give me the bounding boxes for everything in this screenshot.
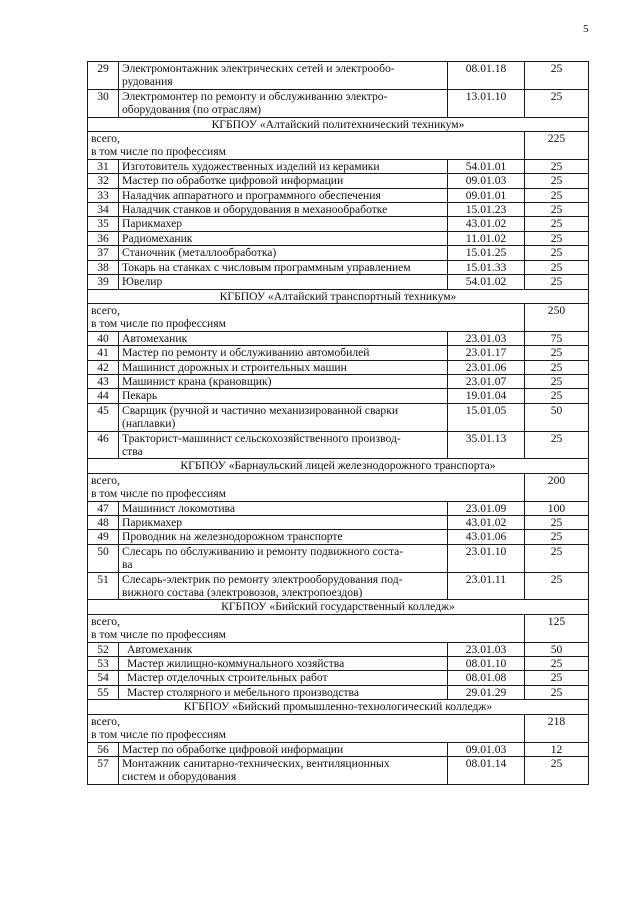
enrollment-count: 25 xyxy=(525,671,589,685)
profession-code: 54.01.02 xyxy=(448,275,525,289)
enrollment-count: 25 xyxy=(525,275,589,289)
total-label: всего, в том числе по профессиям xyxy=(88,303,525,331)
profession-code: 29.01.29 xyxy=(448,685,525,699)
profession-code: 11.01.02 xyxy=(448,231,525,245)
profession-code: 15.01.25 xyxy=(448,246,525,260)
table-row xyxy=(88,671,589,685)
total-count: 225 xyxy=(525,132,589,160)
profession-code: 19.01.04 xyxy=(448,389,525,403)
row-number: 51 xyxy=(88,572,119,600)
table-row xyxy=(88,62,589,90)
profession-code: 08.01.08 xyxy=(448,671,525,685)
page-number: 5 xyxy=(583,23,589,35)
profession-code: 13.01.10 xyxy=(448,89,525,117)
total-row xyxy=(88,132,589,160)
profession-name: Электромонтер по ремонту и обслуживанию электро- оборудования (по отраслям) xyxy=(119,89,448,117)
row-number: 33 xyxy=(88,188,119,202)
profession-code: 23.01.09 xyxy=(448,501,525,515)
row-number: 55 xyxy=(88,685,119,699)
enrollment-count: 25 xyxy=(525,260,589,274)
total-label: всего, в том числе по профессиям xyxy=(88,614,525,642)
organization-header-row xyxy=(88,700,589,714)
row-number: 38 xyxy=(88,260,119,274)
enrollment-count: 25 xyxy=(525,246,589,260)
enrollment-count: 25 xyxy=(525,530,589,544)
row-number: 39 xyxy=(88,275,119,289)
row-number: 41 xyxy=(88,346,119,360)
enrollment-count: 25 xyxy=(525,657,589,671)
table-row xyxy=(88,203,589,217)
total-label: всего, в том числе по профессиям xyxy=(88,714,525,742)
enrollment-count: 25 xyxy=(525,516,589,530)
table-row xyxy=(88,501,589,515)
row-number: 34 xyxy=(88,203,119,217)
table-row xyxy=(88,275,589,289)
enrollment-count: 25 xyxy=(525,431,589,459)
row-number: 36 xyxy=(88,231,119,245)
profession-name: Пекарь xyxy=(119,389,448,403)
profession-code: 15.01.23 xyxy=(448,203,525,217)
total-row xyxy=(88,473,589,501)
table-row xyxy=(88,331,589,345)
enrollment-count: 25 xyxy=(525,174,589,188)
row-number: 45 xyxy=(88,403,119,431)
enrollment-count: 25 xyxy=(525,374,589,388)
profession-code: 15.01.33 xyxy=(448,260,525,274)
row-number: 31 xyxy=(88,159,119,173)
total-count: 125 xyxy=(525,614,589,642)
enrollment-count: 25 xyxy=(525,389,589,403)
table-row xyxy=(88,360,589,374)
profession-code: 54.01.01 xyxy=(448,159,525,173)
table-row xyxy=(88,756,589,784)
total-label: всего, в том числе по профессиям xyxy=(88,473,525,501)
profession-name: Наладчик аппаратного и программного обеспечения xyxy=(119,188,448,202)
row-number: 47 xyxy=(88,501,119,515)
total-label: всего, в том числе по профессиям xyxy=(88,132,525,160)
table-row xyxy=(88,159,589,173)
row-number: 54 xyxy=(88,671,119,685)
table-row xyxy=(88,217,589,231)
row-number: 50 xyxy=(88,544,119,572)
row-number: 29 xyxy=(88,62,119,90)
profession-code: 23.01.03 xyxy=(448,642,525,656)
profession-code: 35.01.13 xyxy=(448,431,525,459)
enrollment-count: 25 xyxy=(525,217,589,231)
row-number: 46 xyxy=(88,431,119,459)
profession-name: Автомеханик xyxy=(119,642,448,656)
table-row xyxy=(88,516,589,530)
profession-name: Наладчик станков и оборудования в механообработке xyxy=(119,203,448,217)
row-number: 52 xyxy=(88,642,119,656)
profession-code: 43.01.06 xyxy=(448,530,525,544)
profession-code: 43.01.02 xyxy=(448,516,525,530)
profession-name: Изготовитель художественных изделий из керамики xyxy=(119,159,448,173)
profession-code: 23.01.06 xyxy=(448,360,525,374)
row-number: 32 xyxy=(88,174,119,188)
enrollment-count: 25 xyxy=(525,159,589,173)
profession-name: Монтажник санитарно-технических, вентиляционных систем и оборудования xyxy=(119,756,448,784)
profession-name: Автомеханик xyxy=(119,331,448,345)
table-row xyxy=(88,657,589,671)
enrollment-count: 25 xyxy=(525,572,589,600)
profession-name: Парикмахер xyxy=(119,217,448,231)
profession-code: 23.01.03 xyxy=(448,331,525,345)
enrollment-count: 25 xyxy=(525,89,589,117)
profession-name: Машинист крана (крановщик) xyxy=(119,374,448,388)
total-count: 250 xyxy=(525,303,589,331)
table-row xyxy=(88,544,589,572)
enrollment-count: 25 xyxy=(525,62,589,90)
enrollment-table xyxy=(87,61,589,785)
table-row xyxy=(88,403,589,431)
profession-code: 08.01.14 xyxy=(448,756,525,784)
profession-name: Машинист локомотива xyxy=(119,501,448,515)
profession-code: 23.01.17 xyxy=(448,346,525,360)
profession-name: Электромонтажник электрических сетей и электрообо- рудования xyxy=(119,62,448,90)
row-number: 44 xyxy=(88,389,119,403)
table-row xyxy=(88,572,589,600)
organization-name: КГБПОУ «Алтайский политехнический техникум» xyxy=(88,117,589,131)
row-number: 53 xyxy=(88,657,119,671)
enrollment-count: 25 xyxy=(525,346,589,360)
profession-name: Тракторист-машинист сельскохозяйственного производ- ства xyxy=(119,431,448,459)
row-number: 35 xyxy=(88,217,119,231)
table-row xyxy=(88,246,589,260)
profession-code: 08.01.18 xyxy=(448,62,525,90)
table-row xyxy=(88,642,589,656)
table-row xyxy=(88,431,589,459)
organization-name: КГБПОУ «Бийский государственный колледж» xyxy=(88,600,589,614)
enrollment-count: 25 xyxy=(525,544,589,572)
profession-name: Слесарь-электрик по ремонту электрооборудования под- вижного состава (электровозов, электропоездов) xyxy=(119,572,448,600)
enrollment-count: 25 xyxy=(525,685,589,699)
profession-code: 23.01.07 xyxy=(448,374,525,388)
table-row xyxy=(88,231,589,245)
profession-name: Мастер столярного и мебельного производства xyxy=(119,685,448,699)
row-number: 40 xyxy=(88,331,119,345)
organization-header-row xyxy=(88,459,589,473)
table-row xyxy=(88,374,589,388)
organization-name: КГБПОУ «Алтайский транспортный техникум» xyxy=(88,289,589,303)
profession-name: Сварщик (ручной и частично механизированной сварки (наплавки) xyxy=(119,403,448,431)
profession-name: Машинист дорожных и строительных машин xyxy=(119,360,448,374)
organization-name: КГБПОУ «Барнаульский лицей железнодорожного транспорта» xyxy=(88,459,589,473)
profession-code: 23.01.11 xyxy=(448,572,525,600)
row-number: 56 xyxy=(88,742,119,756)
profession-code: 09.01.03 xyxy=(448,174,525,188)
organization-header-row xyxy=(88,600,589,614)
profession-code: 43.01.02 xyxy=(448,217,525,231)
total-row xyxy=(88,714,589,742)
row-number: 37 xyxy=(88,246,119,260)
profession-name: Станочник (металлообработка) xyxy=(119,246,448,260)
table-row xyxy=(88,742,589,756)
enrollment-count: 25 xyxy=(525,203,589,217)
enrollment-count: 50 xyxy=(525,642,589,656)
total-count: 218 xyxy=(525,714,589,742)
profession-name: Ювелир xyxy=(119,275,448,289)
organization-header-row xyxy=(88,289,589,303)
profession-name: Токарь на станках с числовым программным управлением xyxy=(119,260,448,274)
table-row xyxy=(88,346,589,360)
table-row xyxy=(88,188,589,202)
profession-name: Мастер по обработке цифровой информации xyxy=(119,174,448,188)
row-number: 43 xyxy=(88,374,119,388)
enrollment-count: 25 xyxy=(525,188,589,202)
profession-name: Слесарь по обслуживанию и ремонту подвижного соста- ва xyxy=(119,544,448,572)
enrollment-count: 100 xyxy=(525,501,589,515)
table-row xyxy=(88,89,589,117)
row-number: 57 xyxy=(88,756,119,784)
enrollment-count: 25 xyxy=(525,231,589,245)
organization-header-row xyxy=(88,117,589,131)
row-number: 48 xyxy=(88,516,119,530)
table-row xyxy=(88,389,589,403)
enrollment-count: 12 xyxy=(525,742,589,756)
profession-code: 23.01.10 xyxy=(448,544,525,572)
enrollment-count: 75 xyxy=(525,331,589,345)
row-number: 42 xyxy=(88,360,119,374)
table-row xyxy=(88,685,589,699)
total-row xyxy=(88,303,589,331)
profession-name: Радиомеханик xyxy=(119,231,448,245)
profession-name: Мастер жилищно-коммунального хозяйства xyxy=(119,657,448,671)
enrollment-count: 25 xyxy=(525,756,589,784)
enrollment-count: 25 xyxy=(525,360,589,374)
table-row xyxy=(88,174,589,188)
profession-name: Проводник на железнодорожном транспорте xyxy=(119,530,448,544)
organization-name: КГБПОУ «Бийский промышленно-технологический колледж» xyxy=(88,700,589,714)
row-number: 30 xyxy=(88,89,119,117)
enrollment-count: 50 xyxy=(525,403,589,431)
profession-name: Мастер по ремонту и обслуживанию автомобилей xyxy=(119,346,448,360)
total-count: 200 xyxy=(525,473,589,501)
row-number: 49 xyxy=(88,530,119,544)
table-row xyxy=(88,260,589,274)
profession-code: 09.01.03 xyxy=(448,742,525,756)
profession-name: Мастер отделочных строительных работ xyxy=(119,671,448,685)
total-row xyxy=(88,614,589,642)
profession-code: 09.01.01 xyxy=(448,188,525,202)
profession-name: Парикмахер xyxy=(119,516,448,530)
profession-code: 08.01.10 xyxy=(448,657,525,671)
profession-code: 15.01.05 xyxy=(448,403,525,431)
profession-name: Мастер по обработке цифровой информации xyxy=(119,742,448,756)
table-row xyxy=(88,530,589,544)
